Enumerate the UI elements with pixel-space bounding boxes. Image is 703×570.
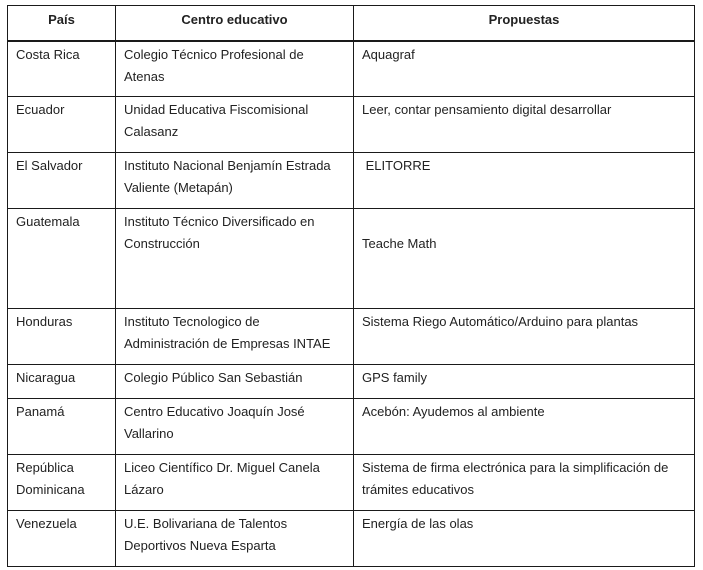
cell-propuesta: ELITORRE [354,153,695,209]
header-centro-educativo: Centro educativo [116,6,354,41]
table-row [8,511,695,567]
cell-pais: Ecuador [8,97,116,153]
cell-propuesta: Sistema de firma electrónica para la simplificación de trámites educativos [354,455,695,511]
cell-pais: Guatemala [8,209,116,309]
cell-propuesta: Sistema Riego Automático/Arduino para plantas [354,309,695,365]
table-row [8,153,695,209]
cell-centro: U.E. Bolivariana de Talentos Deportivos Nueva Esparta [116,511,354,567]
cell-pais: Costa Rica [8,41,116,97]
cell-pais: Venezuela [8,511,116,567]
cell-centro: Centro Educativo Joaquín José Vallarino [116,399,354,455]
table-row [8,455,695,511]
cell-propuesta: Leer, contar pensamiento digital desarrollar [354,97,695,153]
header-propuestas: Propuestas [354,6,695,41]
cell-centro: Instituto Técnico Diversificado en Construcción [116,209,354,309]
cell-centro: Liceo Científico Dr. Miguel Canela Lázaro [116,455,354,511]
proposals-table [7,5,695,567]
cell-centro: Unidad Educativa Fiscomisional Calasanz [116,97,354,153]
cell-propuesta: Energía de las olas [354,511,695,567]
table-row [8,41,695,97]
cell-propuesta: Aquagraf [354,41,695,97]
table-row [8,309,695,365]
cell-pais: Nicaragua [8,365,116,399]
cell-centro: Colegio Técnico Profesional de Atenas [116,41,354,97]
header-pais: País [8,6,116,41]
cell-centro: Colegio Público San Sebastián [116,365,354,399]
cell-propuesta: GPS family [354,365,695,399]
cell-centro: Instituto Tecnologico de Administración de Empresas INTAE [116,309,354,365]
table-row [8,365,695,399]
table-row [8,97,695,153]
cell-pais: El Salvador [8,153,116,209]
table-row [8,209,695,309]
cell-pais: Honduras [8,309,116,365]
table-header-row [8,6,695,41]
cell-pais: Panamá [8,399,116,455]
cell-propuesta: Teache Math [354,209,695,309]
table-row [8,399,695,455]
cell-propuesta: Acebón: Ayudemos al ambiente [354,399,695,455]
cell-centro: Instituto Nacional Benjamín Estrada Valiente (Metapán) [116,153,354,209]
cell-pais: República Dominicana [8,455,116,511]
